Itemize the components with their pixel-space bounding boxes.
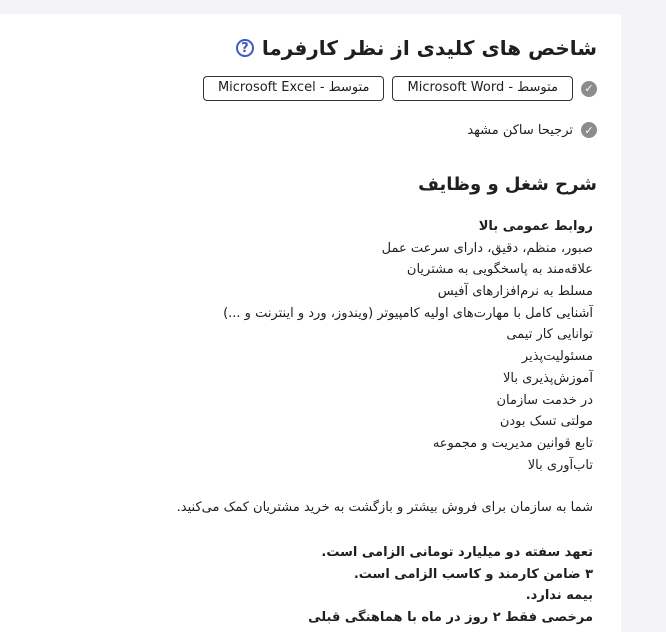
skill-chip-excel: Microsoft Excel - متوسط bbox=[203, 76, 385, 101]
skill-chip-word: Microsoft Word - متوسط bbox=[392, 76, 573, 101]
list-item: تاب‌آوری بالا bbox=[527, 457, 593, 473]
duties-list bbox=[223, 216, 593, 476]
preference-row bbox=[467, 122, 597, 138]
duties-subheading: روابط عمومی بالا bbox=[478, 219, 593, 234]
list-item: مسئولیت‌پذیر bbox=[521, 349, 593, 365]
list-item: آموزش‌پذیری بالا bbox=[503, 370, 593, 386]
list-item: علاقه‌مند به پاسخگویی به مشتریان bbox=[406, 262, 593, 278]
list-item: تابع قوانین مدیریت و مجموعه bbox=[432, 435, 593, 451]
commitment-item: مرخصی فقط ۲ روز در ماه با هماهنگی قبلی bbox=[308, 610, 593, 626]
job-details-card bbox=[0, 14, 621, 632]
help-icon[interactable]: ? bbox=[236, 39, 254, 57]
section-heading: شرح شغل و وظایف bbox=[418, 174, 597, 195]
commitment-item: بیمه ندارد. bbox=[525, 588, 593, 604]
list-item: آشنایی کامل با مهارت‌های اولیه کامپیوتر (ویندوز، ورد و اینترنت و ...) bbox=[223, 305, 593, 321]
preference-text: ترجیحا ساکن مشهد bbox=[467, 122, 573, 138]
check-icon: ✓ bbox=[581, 122, 597, 138]
check-icon: ✓ bbox=[581, 81, 597, 97]
list-item: در خدمت سازمان bbox=[496, 392, 593, 408]
list-item: مسلط به نرم‌افزارهای آفیس bbox=[437, 284, 593, 300]
list-item: صبور، منظم، دقیق، دارای سرعت عمل bbox=[381, 240, 593, 256]
commitments-list bbox=[308, 542, 593, 629]
key-criteria-header bbox=[236, 36, 597, 60]
page-title: شاخص های کلیدی از نظر کارفرما bbox=[261, 36, 597, 60]
commitment-item: تعهد سفته دو میلیارد تومانی الزامی است. bbox=[321, 545, 593, 560]
skills-row bbox=[203, 76, 597, 101]
list-item: مولتی تسک بودن bbox=[499, 414, 593, 430]
commitment-item: ۳ ضامن کارمند و کاسب الزامی است. bbox=[353, 566, 593, 582]
description-paragraph: شما به سازمان برای فروش بیشتر و بازگشت به خرید مشتریان کمک می‌کنید. bbox=[176, 500, 593, 515]
list-item: توانایی کار تیمی bbox=[506, 327, 593, 343]
